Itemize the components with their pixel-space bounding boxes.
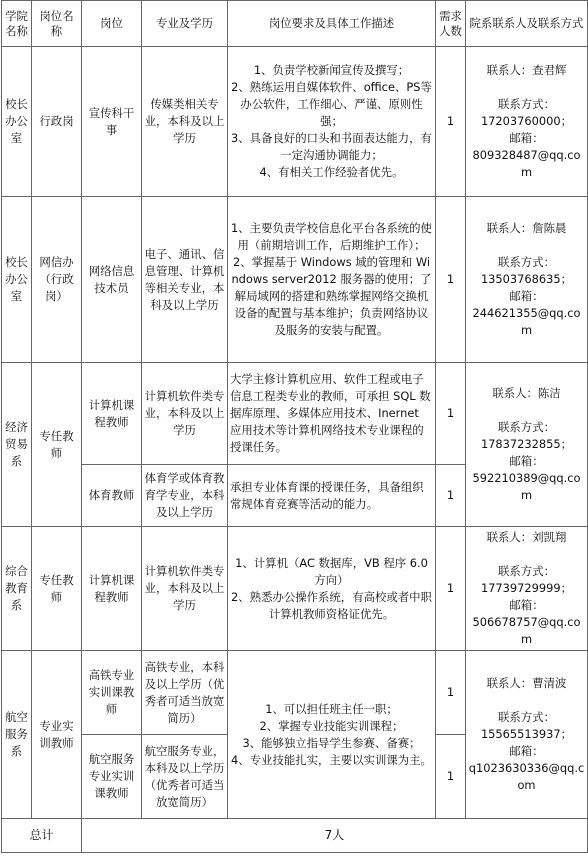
phone-label: 联系方式：	[498, 420, 555, 434]
phone-number: 15565513937；	[480, 727, 573, 741]
major-cell: 计算机软件类专业，本科及以上学历	[142, 527, 228, 651]
contact-cell	[466, 527, 588, 651]
requirement-line: 1、计算机（AC 数据库，VB 程序 6.0 方向）	[235, 555, 428, 587]
requirements-cell	[228, 527, 436, 651]
requirements-cell	[228, 197, 436, 363]
major-cell: 航空服务专业，本科及以上学历（优秀者可适当放宽简历）	[142, 735, 228, 819]
requirement-line: 2、掌握专业技能实训课程；	[259, 718, 404, 733]
table-row	[2, 527, 588, 651]
contact-cell	[466, 651, 588, 819]
table-row	[2, 197, 588, 363]
major-cell: 计算机软件类专业，本科及以上学历	[142, 363, 228, 465]
post-cell: 网络信息技术员	[82, 197, 142, 363]
post-cell: 体育教师	[82, 465, 142, 527]
header-major: 专业及学历	[142, 1, 228, 47]
dept-cell: 航空服务系	[2, 651, 32, 819]
count-cell: 1	[436, 47, 466, 197]
post-cell: 高铁专业实训课教师	[82, 651, 142, 735]
header-post: 岗位	[82, 1, 142, 47]
contact-person: 联系人：刘凯翔	[486, 530, 567, 544]
contact-person: 联系人：曹清波	[486, 676, 567, 690]
requirement-line: 1、负责学校新闻宣传及撰写；	[253, 63, 410, 77]
header-dept: 学院名称	[2, 1, 32, 47]
phone-number: 17203760000；	[480, 114, 573, 128]
requirement-line: 4、有相关工作经验者优先。	[259, 165, 404, 179]
requirement-line: 3、具备良好的口头和书面表达能力，有一定沟通协调能力；	[231, 131, 432, 162]
requirements-cell	[228, 651, 436, 819]
email-label: 邮箱：	[509, 289, 544, 303]
table-row	[2, 363, 588, 465]
email-address: q1023630336@qq.com	[468, 761, 585, 792]
major-cell: 电子、通讯、信息管理、计算机等相关专业，本科及以上学历	[142, 197, 228, 363]
count-cell: 1	[436, 527, 466, 651]
post-name-cell: 专任教师	[32, 527, 82, 651]
dept-cell: 校长办公室	[2, 47, 32, 197]
table-row	[2, 47, 588, 197]
email-label: 邮箱：	[509, 131, 544, 145]
email-label: 邮箱：	[509, 744, 544, 758]
requirement-line: 2、熟练运用自媒体软件、office、PS等办公软件，工作细心、严谨、原则性强；	[231, 80, 432, 128]
email-label: 邮箱：	[509, 454, 544, 468]
phone-label: 联系方式：	[498, 97, 555, 111]
phone-number: 13503768635；	[480, 272, 573, 286]
total-row	[2, 819, 588, 853]
table-row	[2, 651, 588, 735]
phone-number: 17837232855；	[480, 437, 573, 451]
requirement-line: 大学主修计算机应用、软件工程或电子信息工程类专业的教师，可承担 SQL 数据库原理、多媒体应用技术、Inernet 应用技术等计算机网络技术专业课程的授课任务。	[230, 372, 431, 454]
count-cell: 1	[436, 363, 466, 465]
email-address: 809328487@qq.com	[472, 148, 581, 179]
count-cell: 1	[436, 735, 466, 819]
contact-cell	[466, 197, 588, 363]
count-cell: 1	[436, 197, 466, 363]
phone-label: 联系方式：	[498, 564, 555, 578]
requirement-line: 2、掌握基于 Windows 域的管理和 Windows server2012 服务器的使用；了解局域网的搭建和熟练掌握网络交换机设备的配置与基本维护；负责网络协议及服务的安装与配置。	[231, 255, 432, 337]
post-name-cell: 专任教师	[32, 363, 82, 527]
requirements-cell	[228, 47, 436, 197]
requirement-line: 1、可以担任班主任一职；	[265, 701, 398, 716]
contact-person: 联系人：查君辉	[486, 63, 567, 77]
total-label: 总计	[2, 819, 82, 853]
dept-cell: 经济贸易系	[2, 363, 32, 527]
requirement-line: 3、能够独立指导学生参赛、备赛；	[242, 735, 421, 750]
recruitment-table	[1, 0, 588, 853]
header-row	[2, 1, 588, 47]
header-post-name: 岗位名称	[32, 1, 82, 47]
contact-person: 联系人：詹陈晨	[486, 221, 567, 235]
requirements-cell	[228, 465, 436, 527]
post-name-cell: 行政岗	[32, 47, 82, 197]
contact-cell	[466, 363, 588, 527]
count-cell: 1	[436, 651, 466, 735]
phone-label: 联系方式：	[498, 255, 555, 269]
post-cell: 计算机课程教师	[82, 527, 142, 651]
contact-cell	[466, 47, 588, 197]
requirement-line: 2、熟悉办公操作系统，有高校或者中职计算机教师资格证优先。	[231, 589, 432, 621]
post-cell: 计算机课程教师	[82, 363, 142, 465]
phone-label: 联系方式：	[498, 710, 555, 724]
email-address: 592210389@qq.com	[472, 471, 581, 502]
email-address: 506678757@qq.com	[472, 615, 581, 646]
count-cell: 1	[436, 465, 466, 527]
dept-cell: 校长办公室	[2, 197, 32, 363]
dept-cell: 综合教育系	[2, 527, 32, 651]
post-cell: 宣传科干事	[82, 47, 142, 197]
email-address: 244621355@qq.com	[472, 306, 581, 337]
contact-person: 联系人：陈洁	[492, 386, 561, 400]
total-value: 7人	[82, 819, 588, 853]
requirement-line: 承担专业体育课的授课任务，具备组织常规体育竞赛等活动的能力。	[230, 479, 424, 511]
post-cell: 航空服务专业实训课教师	[82, 735, 142, 819]
post-name-cell: 专业实训教师	[32, 651, 82, 819]
major-cell: 传媒类相关专业，本科及以上学历	[142, 47, 228, 197]
requirement-line: 1、主要负责学校信息化平台各系统的使用（前期培训工作，后期维护工作）；	[231, 221, 432, 252]
post-name-cell: 网信办（行政岗）	[32, 197, 82, 363]
header-count: 需求人数	[436, 1, 466, 47]
email-label: 邮箱：	[509, 598, 544, 612]
requirements-cell	[228, 363, 436, 465]
header-contact: 院系联系人及联系方式	[466, 1, 588, 47]
requirement-line: 4、专业技能扎实，主要以实训课为主。	[231, 752, 432, 767]
major-cell: 高铁专业，本科及以上学历（优秀者可适当放宽简历）	[142, 651, 228, 735]
major-cell: 体育学或体育教育学专业，本科及以上学历	[142, 465, 228, 527]
phone-number: 17739729999；	[480, 581, 573, 595]
header-requirements: 岗位要求及具体工作描述	[228, 1, 436, 47]
